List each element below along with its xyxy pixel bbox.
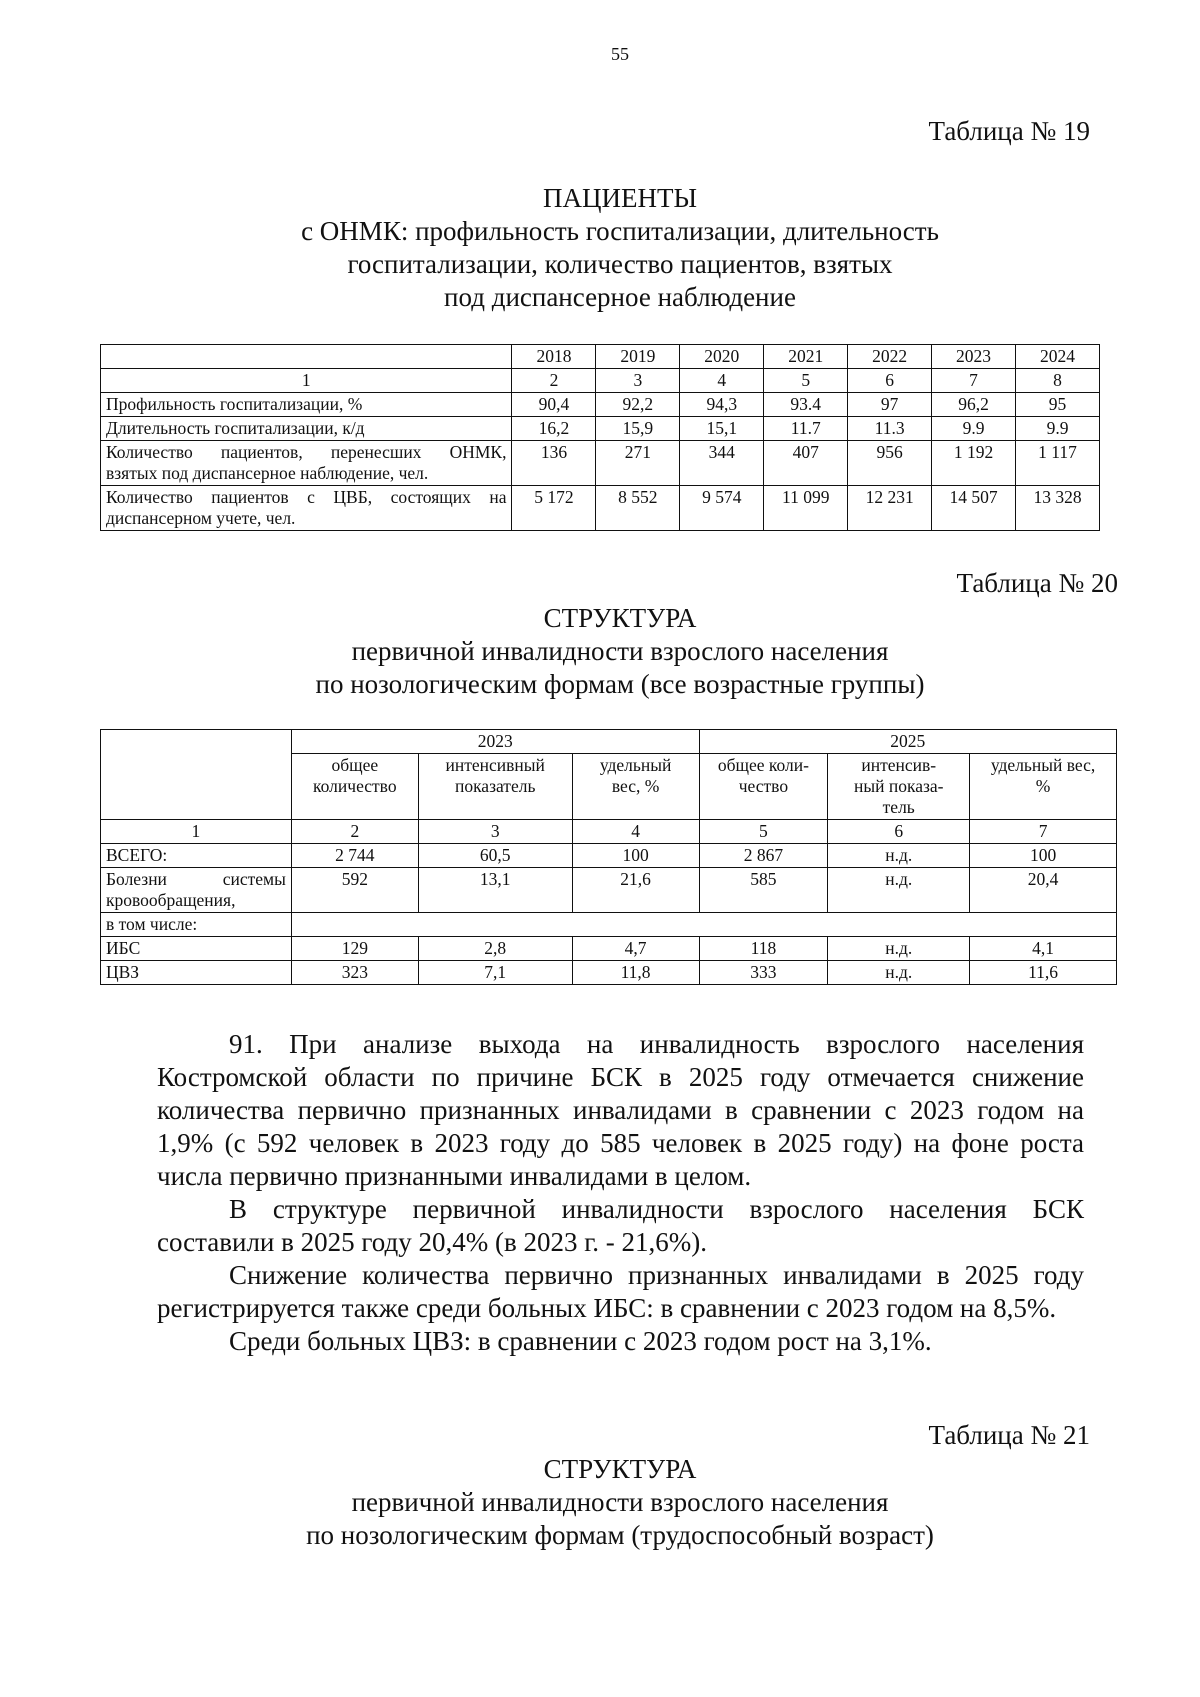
colnum-cell: 6 xyxy=(848,369,932,393)
value-cell: 323 xyxy=(291,961,418,985)
value-cell: 271 xyxy=(596,441,680,486)
table-row xyxy=(101,417,1100,441)
page-number: 55 xyxy=(611,44,629,64)
value-cell: 21,6 xyxy=(572,868,699,913)
title-line: первичной инвалидности взрослого населения xyxy=(351,1487,889,1517)
empty-cell xyxy=(101,730,292,820)
row-label-line: диспансерном учете, чел. xyxy=(106,508,296,528)
value-cell: 585 xyxy=(699,868,828,913)
table-19-ref: Таблица № 19 xyxy=(928,116,1090,146)
table-row xyxy=(101,441,1100,486)
value-cell: 11.3 xyxy=(848,417,932,441)
value-cell: 407 xyxy=(764,441,848,486)
group-header-2023: 2023 xyxy=(291,730,699,754)
colnum-cell: 5 xyxy=(699,820,828,844)
paragraph: Снижение количества первично признанных инвалидами в 2025 году регистрируется также среди больных ИБС: в сравнении с 2023 годом на 8,5%. xyxy=(157,1260,1084,1323)
subheader-cell xyxy=(828,754,970,820)
table-19 xyxy=(100,344,1100,531)
value-cell: 94,3 xyxy=(680,393,764,417)
value-cell: 97 xyxy=(848,393,932,417)
paragraph: В структуре первичной инвалидности взрослого населения БСК составили в 2025 году 20,4% (в 2023 г. - 21,6%). xyxy=(157,1194,1084,1257)
value-cell: 956 xyxy=(848,441,932,486)
value-cell: 100 xyxy=(970,844,1117,868)
value-cell: 4,1 xyxy=(970,937,1117,961)
title-line: по нозологическим формам (трудоспособный возраст) xyxy=(306,1520,934,1550)
value-cell: 592 xyxy=(291,868,418,913)
subheader-line: общее xyxy=(331,755,379,775)
value-cell: 20,4 xyxy=(970,868,1117,913)
colnum-cell: 8 xyxy=(1016,369,1100,393)
subheader-cell xyxy=(699,754,828,820)
value-cell: 11,6 xyxy=(970,961,1117,985)
subheader-cell xyxy=(418,754,572,820)
value-cell: 2,8 xyxy=(418,937,572,961)
value-cell: 15,1 xyxy=(680,417,764,441)
paragraph: Среди больных ЦВЗ: в сравнении с 2023 годом рост на 3,1%. xyxy=(229,1326,932,1356)
row-label-line: кровообращения, xyxy=(106,890,236,910)
table-row xyxy=(101,369,1100,393)
value-cell: 96,2 xyxy=(932,393,1016,417)
value-cell: н.д. xyxy=(828,961,970,985)
subheader-line: чество xyxy=(738,776,789,796)
colnum-cell: 7 xyxy=(932,369,1016,393)
group-header-2025: 2025 xyxy=(699,730,1116,754)
colnum-cell: 7 xyxy=(970,820,1117,844)
colnum-cell: 3 xyxy=(418,820,572,844)
value-cell: 93.4 xyxy=(764,393,848,417)
value-cell: 1 117 xyxy=(1016,441,1100,486)
value-cell: 95 xyxy=(1016,393,1100,417)
row-label: ЦВЗ xyxy=(101,961,292,985)
empty-cell xyxy=(101,345,512,369)
subheader-cell xyxy=(291,754,418,820)
table-row xyxy=(101,844,1117,868)
row-label: Длительность госпитализации, к/д xyxy=(101,417,512,441)
title-line: по нозологическим формам (все возрастные группы) xyxy=(315,669,925,699)
value-cell: 344 xyxy=(680,441,764,486)
row-label-line: взятых под диспансерное наблюдение, чел. xyxy=(106,463,429,483)
paragraph: 91. При анализе выхода на инвалидность взрослого населения Костромской области по причине БСК в 2025 году отмечается снижение количества первично признанных инвалидами в сравнении с 2023 годом на 1,9% (с 592 человек в 2023 году до 585 человек в 2025 году) на фоне роста числа первично признанными инвалидами в целом. xyxy=(157,1029,1084,1191)
table-19-title xyxy=(100,182,1140,314)
subheader-line: % xyxy=(1035,776,1051,796)
value-cell: 2 744 xyxy=(291,844,418,868)
year-cell: 2023 xyxy=(932,345,1016,369)
value-cell: 9.9 xyxy=(932,417,1016,441)
table-row xyxy=(101,486,1100,531)
row-label: Профильность госпитализации, % xyxy=(101,393,512,417)
year-cell: 2022 xyxy=(848,345,932,369)
value-cell: 8 552 xyxy=(596,486,680,531)
title-line: первичной инвалидности взрослого населения xyxy=(351,636,889,666)
colnum-cell: 6 xyxy=(828,820,970,844)
value-cell: 13 328 xyxy=(1016,486,1100,531)
subheader-line: интенсивный xyxy=(445,755,545,775)
value-cell: н.д. xyxy=(828,844,970,868)
row-label xyxy=(101,441,512,486)
value-cell: 12 231 xyxy=(848,486,932,531)
table-row xyxy=(101,730,1117,754)
year-cell: 2020 xyxy=(680,345,764,369)
value-cell: 118 xyxy=(699,937,828,961)
table-row xyxy=(101,393,1100,417)
table-row xyxy=(101,868,1117,913)
row-label: ИБС xyxy=(101,937,292,961)
year-cell: 2019 xyxy=(596,345,680,369)
table-20-ref: Таблица № 20 xyxy=(956,568,1118,598)
subheader-line: количество xyxy=(313,776,397,796)
title-line: госпитализации, количество пациентов, взятых xyxy=(347,249,893,279)
year-cell: 2021 xyxy=(764,345,848,369)
colnum-cell: 5 xyxy=(764,369,848,393)
table-20 xyxy=(100,729,1117,985)
value-cell: 9.9 xyxy=(1016,417,1100,441)
value-cell: 5 172 xyxy=(512,486,596,531)
value-cell: 4,7 xyxy=(572,937,699,961)
colnum-cell: 2 xyxy=(291,820,418,844)
colnum-cell: 1 xyxy=(101,820,292,844)
value-cell: 7,1 xyxy=(418,961,572,985)
value-cell: 92,2 xyxy=(596,393,680,417)
value-cell: 2 867 xyxy=(699,844,828,868)
value-cell: 11,8 xyxy=(572,961,699,985)
table-row xyxy=(101,820,1117,844)
value-cell: 100 xyxy=(572,844,699,868)
title-line: СТРУКТУРА xyxy=(543,1454,697,1484)
year-cell: 2018 xyxy=(512,345,596,369)
year-cell: 2024 xyxy=(1016,345,1100,369)
value-cell: 14 507 xyxy=(932,486,1016,531)
subheader-line: показатель xyxy=(454,776,536,796)
value-cell: н.д. xyxy=(828,937,970,961)
row-label xyxy=(101,486,512,531)
row-label-line: Болезни системы xyxy=(106,869,286,889)
body-text xyxy=(157,1028,1084,1358)
value-cell: 16,2 xyxy=(512,417,596,441)
value-cell: 11 099 xyxy=(764,486,848,531)
colnum-cell: 2 xyxy=(512,369,596,393)
value-cell: 60,5 xyxy=(418,844,572,868)
table-row xyxy=(101,937,1117,961)
table-row xyxy=(101,345,1100,369)
title-line: под диспансерное наблюдение xyxy=(444,282,796,312)
row-label: в том числе: xyxy=(101,913,292,937)
subheader-line: удельный вес, xyxy=(990,755,1096,775)
title-line: СТРУКТУРА xyxy=(543,603,697,633)
subheader-cell xyxy=(970,754,1117,820)
row-label-line: Количество пациентов, перенесших ОНМК, xyxy=(106,442,507,462)
subheader-line: интенсив- xyxy=(861,755,937,775)
empty-cell xyxy=(291,913,1116,937)
value-cell: н.д. xyxy=(828,868,970,913)
subheader-line: общее коли- xyxy=(717,755,809,775)
colnum-cell: 4 xyxy=(572,820,699,844)
value-cell: 136 xyxy=(512,441,596,486)
title-line: с ОНМК: профильность госпитализации, длительность xyxy=(301,216,939,246)
value-cell: 1 192 xyxy=(932,441,1016,486)
table-21-ref: Таблица № 21 xyxy=(928,1420,1090,1450)
colnum-cell: 1 xyxy=(101,369,512,393)
value-cell: 11.7 xyxy=(764,417,848,441)
row-label-line: Количество пациентов с ЦВБ, состоящих на xyxy=(106,487,507,507)
value-cell: 129 xyxy=(291,937,418,961)
subheader-line: вес, % xyxy=(611,776,660,796)
subheader-line: удельный xyxy=(599,755,672,775)
value-cell: 13,1 xyxy=(418,868,572,913)
value-cell: 90,4 xyxy=(512,393,596,417)
subheader-line: ный показа- xyxy=(853,776,944,796)
row-label: ВСЕГО: xyxy=(101,844,292,868)
value-cell: 9 574 xyxy=(680,486,764,531)
colnum-cell: 3 xyxy=(596,369,680,393)
table-21-title xyxy=(100,1453,1140,1552)
subheader-line: тель xyxy=(882,797,915,817)
row-label xyxy=(101,868,292,913)
title-line: ПАЦИЕНТЫ xyxy=(542,183,698,213)
value-cell: 15,9 xyxy=(596,417,680,441)
table-row xyxy=(101,913,1117,937)
table-row xyxy=(101,961,1117,985)
value-cell: 333 xyxy=(699,961,828,985)
table-20-title xyxy=(100,602,1140,701)
colnum-cell: 4 xyxy=(680,369,764,393)
subheader-cell xyxy=(572,754,699,820)
